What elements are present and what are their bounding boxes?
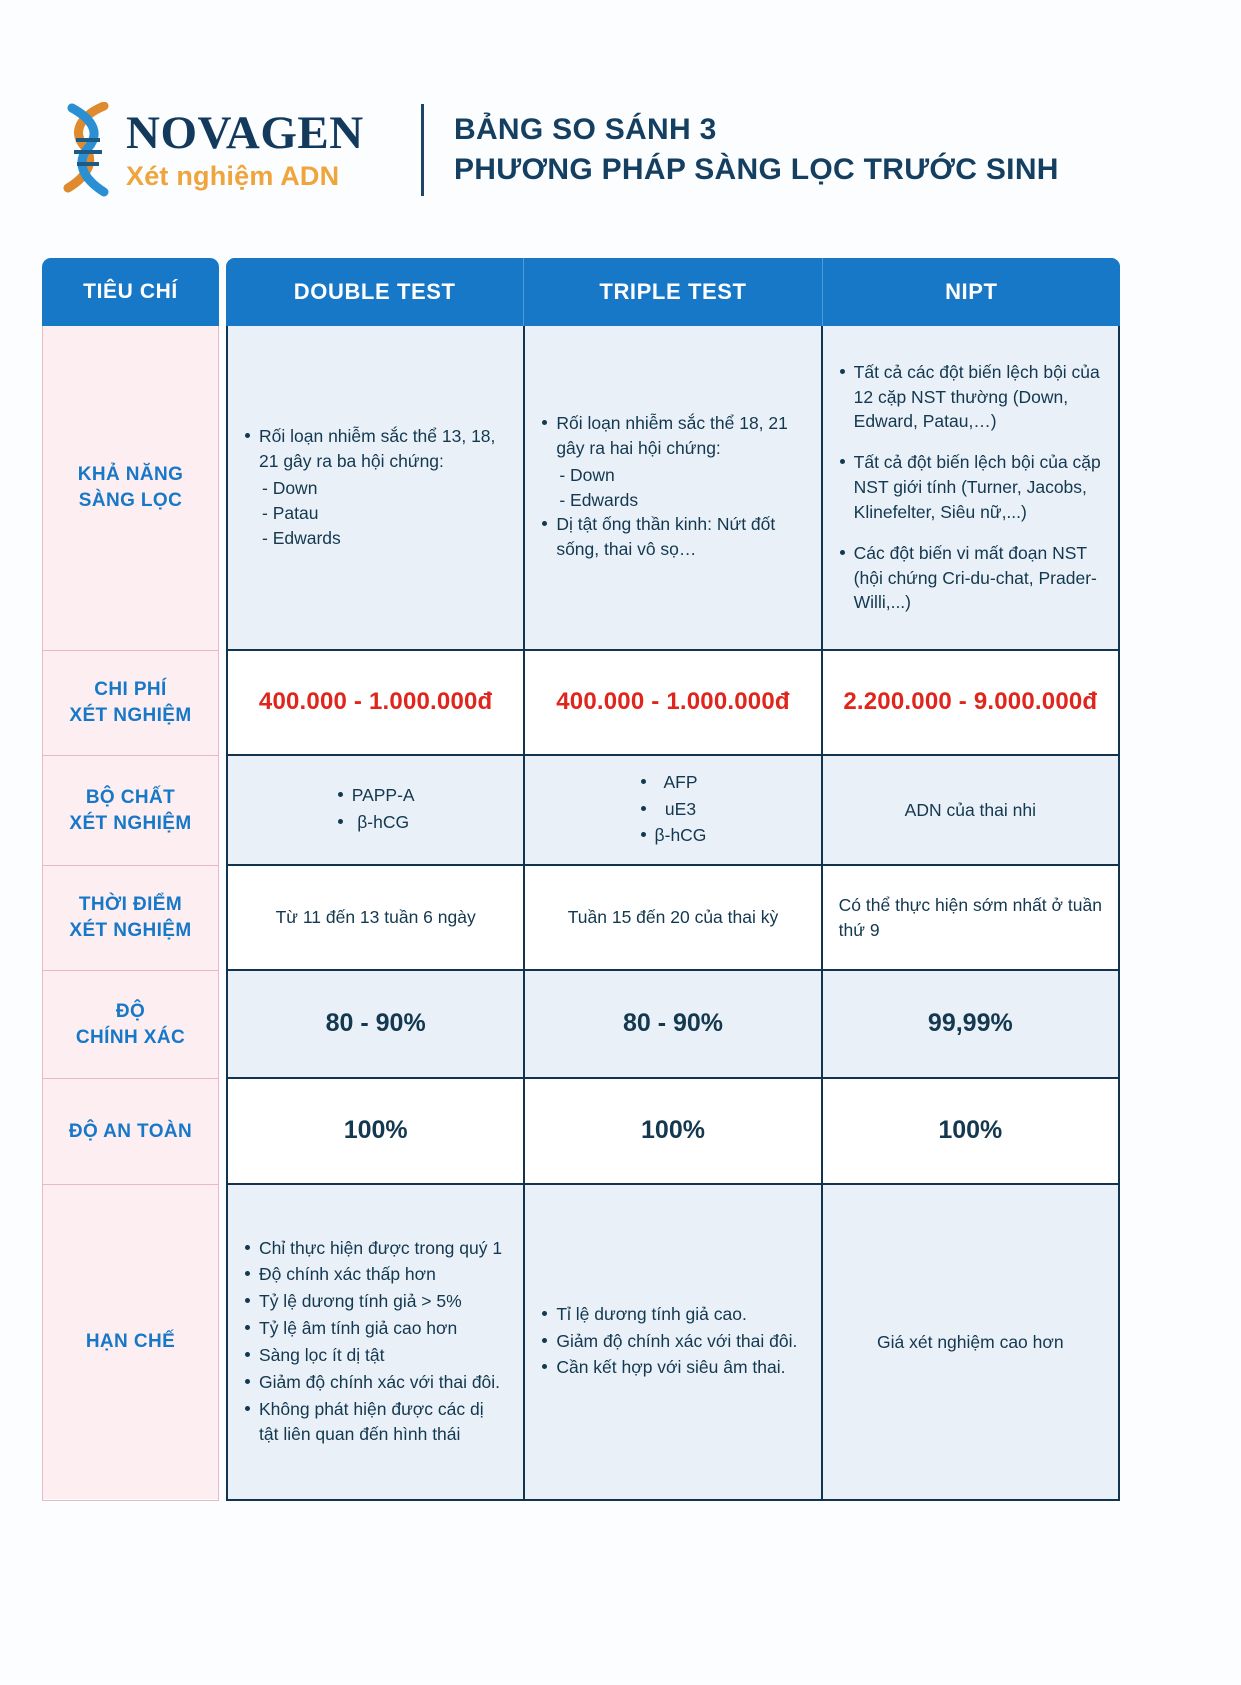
list-item: Tất cả đột biến lệch bội của cặp NST giới tính (Turner, Jacobs, Klinefelter, Siêu nữ,...) (839, 450, 1102, 525)
dash-item: - Down (559, 464, 615, 485)
table-row (228, 756, 1118, 866)
cell-limitations-double (228, 1185, 525, 1499)
criteria-text: KHẢ NĂNG (77, 464, 184, 486)
cost-value: 400.000 - 1.000.000đ (556, 688, 790, 716)
cell-markers-triple (525, 756, 822, 864)
criteria-text: XÉT NGHIỆM (69, 920, 192, 941)
page-title-line2: PHƯƠNG PHÁP SÀNG LỌC TRƯỚC SINH (454, 153, 1059, 186)
list-item: Giảm độ chính xác với thai đôi. (541, 1329, 797, 1354)
list-item: uE3 (640, 797, 707, 822)
dash-item: - Down (262, 478, 318, 499)
list-item: β-hCG (337, 810, 415, 835)
cell-screening-double (228, 326, 525, 649)
table-row (228, 866, 1118, 971)
criteria-label-accuracy (43, 971, 218, 1079)
list-item: Chỉ thực hiện được trong quý 1 (244, 1236, 507, 1261)
logo-tagline: Xét nghiệm ADN (126, 161, 340, 191)
list-item: Tỷ lệ âm tính giả cao hơn (244, 1316, 507, 1341)
cell-limitations-nipt (823, 1185, 1118, 1499)
list-item: β-hCG (640, 823, 707, 848)
table-row (228, 971, 1118, 1079)
cell-accuracy-double (228, 971, 525, 1077)
page-title-line1: BẢNG SO SÁNH 3 (454, 112, 717, 146)
cell-cost-triple (525, 651, 822, 754)
cell-safety-double (228, 1079, 525, 1183)
cell-timing-double (228, 866, 525, 969)
cost-value: 2.200.000 - 9.000.000đ (843, 688, 1098, 716)
cell-screening-nipt (823, 326, 1118, 649)
cell-limitations-triple (525, 1185, 822, 1499)
cell-safety-nipt (823, 1079, 1118, 1183)
cell-cost-double (228, 651, 525, 754)
list-item: Giảm độ chính xác với thai đôi. (244, 1370, 507, 1395)
dash-item: - Patau (262, 502, 319, 523)
cell-cost-nipt (823, 651, 1118, 754)
list-item: Không phát hiện được các dị tật liên quan đến hình thái (244, 1397, 507, 1447)
cell-value: Từ 11 đến 13 tuần 6 ngày (275, 907, 476, 928)
dash-item: - Edwards (262, 527, 341, 548)
list-item: PAPP-A (337, 783, 415, 808)
cell-value: ADN của thai nhi (904, 799, 1036, 820)
cell-value: Có thể thực hiện sớm nhất ở tuần thứ 9 (838, 894, 1102, 940)
criteria-label-markers (43, 756, 218, 866)
criteria-text: ĐỘ AN TOÀN (68, 1120, 193, 1142)
criteria-text: SÀNG LỌC (78, 490, 183, 511)
cell-timing-triple (525, 866, 822, 969)
list-item: Tỷ lệ dương tính giả > 5% (244, 1289, 507, 1314)
criteria-text: HẠN CHẾ (85, 1331, 176, 1353)
safety-value: 100% (938, 1116, 1003, 1145)
accuracy-value: 80 - 90% (325, 1009, 426, 1038)
brand-logo (60, 102, 405, 198)
table-row (228, 1185, 1118, 1499)
data-columns (226, 326, 1120, 1501)
table-header-row (42, 258, 1120, 326)
list-item: Tất cả các đột biến lệch bội của 12 cặp NST thường (Down, Edward, Patau,…) (839, 360, 1102, 435)
cell-markers-nipt (823, 756, 1118, 864)
table-row (228, 326, 1118, 651)
safety-value: 100% (343, 1116, 408, 1145)
cell-screening-triple (525, 326, 822, 649)
page-title (454, 110, 1059, 191)
list-item: Dị tật ống thần kinh: Nứt đốt sống, thai vô sọ… (541, 512, 804, 562)
accuracy-value: 99,99% (927, 1009, 1013, 1038)
comparison-table (42, 258, 1120, 1501)
cell-timing-nipt (823, 866, 1118, 969)
criteria-label-limitations (43, 1185, 218, 1499)
list-item: Rối loạn nhiễm sắc thể 18, 21 gây ra hai hội chứng: (541, 411, 804, 461)
criteria-label-screening (43, 326, 218, 651)
cell-value: Giá xét nghiệm cao hơn (877, 1331, 1064, 1352)
column-header-nipt: NIPT (823, 258, 1120, 326)
criteria-text: XÉT NGHIỆM (69, 812, 192, 834)
accuracy-value: 80 - 90% (622, 1009, 724, 1038)
table-row (228, 1079, 1118, 1185)
table-row (228, 651, 1118, 756)
list-item: Độ chính xác thấp hơn (244, 1262, 507, 1287)
criteria-text: CHÍNH XÁC (75, 1026, 186, 1048)
list-item: Các đột biến vi mất đoạn NST (hội chứng Cri-du-chat, Prader-Willi,...) (839, 541, 1102, 616)
page-header (60, 90, 1180, 210)
criteria-text: XÉT NGHIỆM (69, 705, 192, 726)
column-header-criteria: TIÊU CHÍ (42, 258, 219, 326)
cell-safety-triple (525, 1079, 822, 1183)
column-header-double-test: DOUBLE TEST (226, 258, 524, 326)
criteria-text: THỜI ĐIỂM (78, 894, 183, 916)
safety-value: 100% (641, 1116, 705, 1145)
cell-markers-double (228, 756, 525, 864)
dna-helix-icon (60, 102, 116, 198)
criteria-label-timing (43, 866, 218, 971)
criteria-label-safety (43, 1079, 218, 1185)
cell-accuracy-triple (525, 971, 822, 1077)
dash-item: - Edwards (559, 489, 639, 510)
criteria-label-cost (43, 651, 218, 756)
criteria-text: BỘ CHẤT (85, 786, 176, 808)
list-item: Sàng lọc ít dị tật (244, 1343, 507, 1368)
cell-value: Tuần 15 đến 20 của thai kỳ (567, 907, 779, 928)
list-item: AFP (640, 770, 707, 795)
logo-wordmark: NOVAGEN (126, 107, 364, 159)
list-item: Tỉ lệ dương tính giả cao. (541, 1302, 797, 1327)
criteria-text: ĐỘ (115, 1000, 146, 1022)
criteria-text: CHI PHÍ (94, 679, 167, 701)
list-item: Rối loạn nhiễm sắc thể 13, 18, 21 gây ra ba hội chứng: (244, 424, 507, 474)
cell-accuracy-nipt (823, 971, 1118, 1077)
list-item: Cần kết hợp với siêu âm thai. (541, 1355, 797, 1380)
criteria-column (42, 326, 219, 1501)
column-header-triple-test: TRIPLE TEST (524, 258, 822, 326)
header-divider (421, 104, 424, 196)
cost-value: 400.000 - 1.000.000đ (258, 688, 493, 716)
